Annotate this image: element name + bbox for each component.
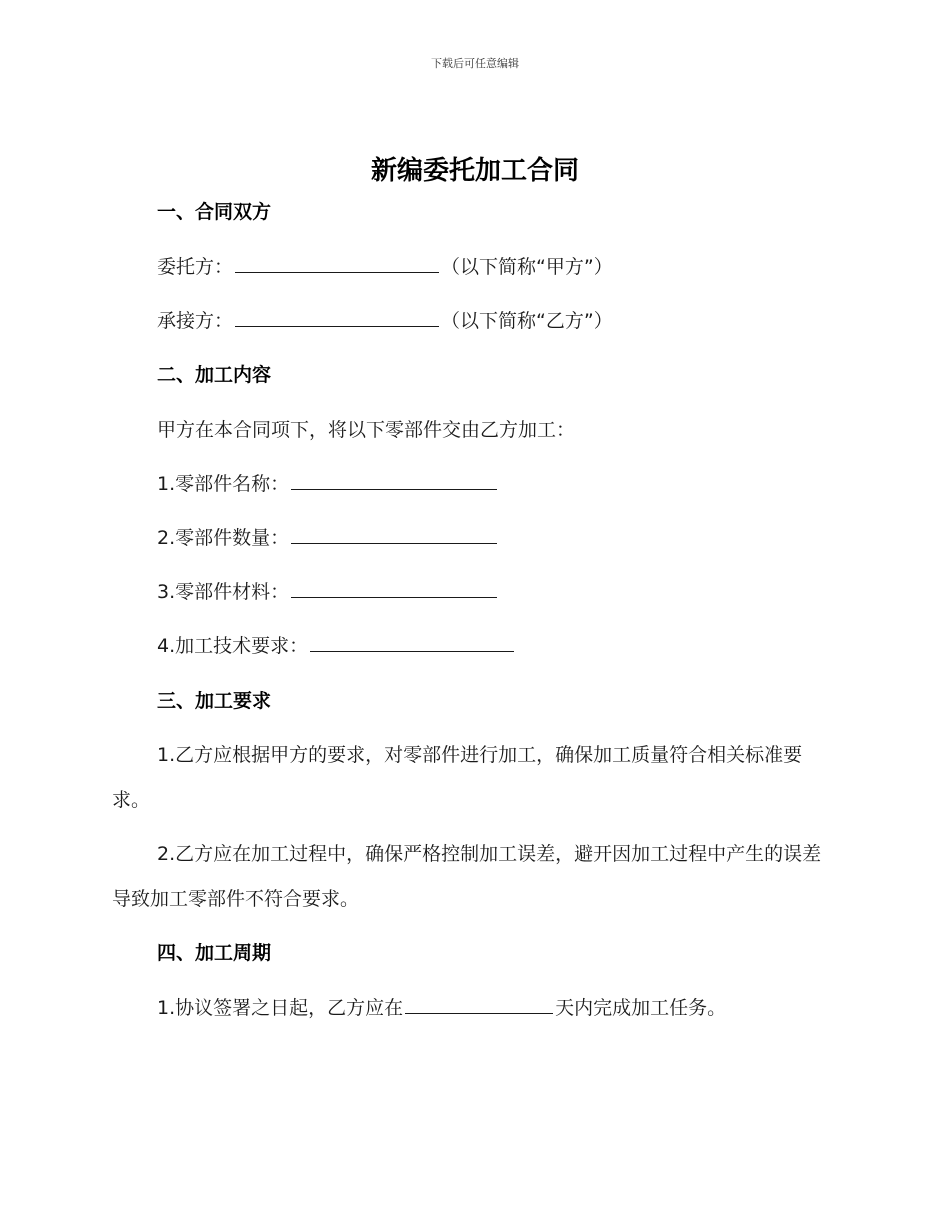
tech-requirements-label: 4.加工技术要求： <box>157 635 309 657</box>
contractor-blank[interactable] <box>235 306 439 327</box>
period-line <box>157 993 726 1023</box>
section2-intro: 甲方在本合同项下，将以下零部件交由乙方加工： <box>157 419 576 441</box>
section1-heading: 一、合同双方 <box>157 201 272 223</box>
period-prefix: 1.协议签署之日起，乙方应在 <box>157 997 404 1019</box>
contractor-label: 承接方： <box>157 310 234 332</box>
part-name-blank[interactable] <box>291 469 497 490</box>
client-suffix: （以下简称“甲方”） <box>441 256 613 278</box>
header-note: 下载后可任意编辑 <box>431 57 519 70</box>
part-quantity-blank[interactable] <box>291 523 497 544</box>
part-quantity-line <box>157 523 499 553</box>
section2-heading: 二、加工内容 <box>157 364 272 386</box>
tech-requirements-line <box>157 631 516 661</box>
document-title: 新编委托加工合同 <box>370 156 579 186</box>
client-line <box>157 252 613 282</box>
part-material-blank[interactable] <box>291 577 497 598</box>
tech-requirements-blank[interactable] <box>310 631 514 652</box>
period-suffix: 天内完成加工任务。 <box>555 997 727 1019</box>
part-material-label: 3.零部件材料： <box>157 581 290 603</box>
requirement-paragraph-1: 1.乙方应根据甲方的要求，对零部件进行加工，确保加工质量符合相关标准要求。 <box>112 744 803 811</box>
period-days-blank[interactable] <box>405 993 553 1014</box>
contractor-line <box>157 306 613 336</box>
part-name-line <box>157 469 499 499</box>
part-quantity-label: 2.零部件数量： <box>157 527 290 549</box>
client-label: 委托方： <box>157 256 234 278</box>
requirement-paragraph-2: 2.乙方应在加工过程中，确保严格控制加工误差，避开因加工过程中产生的误差导致加工零部件不符合要求。 <box>112 843 822 910</box>
section3-heading: 三、加工要求 <box>157 690 272 712</box>
client-blank[interactable] <box>235 252 439 273</box>
part-name-label: 1.零部件名称： <box>157 473 290 495</box>
section4-heading: 四、加工周期 <box>157 942 272 964</box>
part-material-line <box>157 577 499 607</box>
contractor-suffix: （以下简称“乙方”） <box>441 310 613 332</box>
